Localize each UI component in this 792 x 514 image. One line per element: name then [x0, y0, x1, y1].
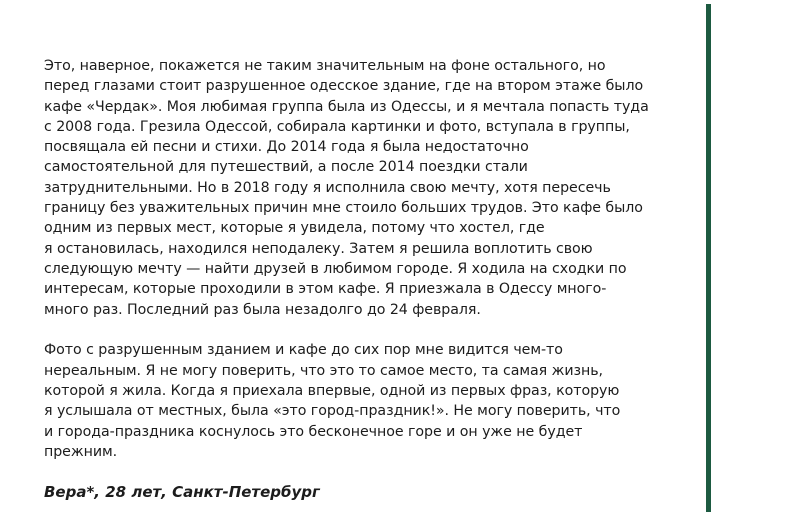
text-line: посвящала ей песни и стихи. До 2014 года я была недостаточно: [44, 139, 529, 156]
text-line: я остановилась, находился неподалеку. Затем я решила воплотить свою: [44, 240, 593, 257]
story-text: [44, 56, 664, 462]
text-line: прежним.: [44, 443, 118, 460]
text-line: нереальным. Я не могу поверить, что это то самое место, та самая жизнь,: [44, 362, 603, 379]
text-line: Это, наверное, покажется не таким значительным на фоне остального, но: [44, 58, 606, 74]
text-line: затруднительными. Но в 2018 году я исполнила свою мечту, хотя пересечь: [44, 179, 611, 196]
text-line: и города-праздника коснулось это бесконечное горе и он уже не будет: [44, 423, 583, 440]
text-line: много раз. Последний раз была незадолго до 24 февраля.: [44, 301, 481, 318]
text-line: границу без уважительных причин мне стоило больших трудов. Это кафе было: [44, 200, 643, 217]
text-line: с 2008 года. Грезила Одессой, собирала картинки и фото, вступала в группы,: [44, 118, 630, 135]
text-line: Фото с разрушенным зданием и кафе до сих пор мне видится чем-то: [44, 342, 563, 359]
text-line: я услышала от местных, была «это город-праздник!». Не могу поверить, что: [44, 403, 621, 420]
text-line: перед глазами стоит разрушенное одесское здание, где на втором этаже было: [44, 78, 644, 95]
text-line: одним из первых мест, которые я увидела, потому что хостел, где: [44, 220, 545, 237]
text-line: самостоятельной для путешествий, а после 2014 поездки стали: [44, 159, 528, 176]
text-line: интересам, которые проходили в этом кафе. Я приезжала в Одессу много-: [44, 281, 607, 298]
vertical-accent-bar: [706, 4, 711, 512]
text-line: которой я жила. Когда я приехала впервые, одной из первых фраз, которую: [44, 382, 620, 399]
paragraph-2: [44, 340, 664, 462]
text-line: кафе «Чердак». Моя любимая группа была из Одессы, и я мечтала попасть туда: [44, 98, 649, 115]
paragraph-1: [44, 56, 664, 320]
author-signature: Вера*, 28 лет, Санкт-Петербург: [44, 483, 320, 501]
text-line: следующую мечту — найти друзей в любимом городе. Я ходила на сходки по: [44, 260, 627, 277]
